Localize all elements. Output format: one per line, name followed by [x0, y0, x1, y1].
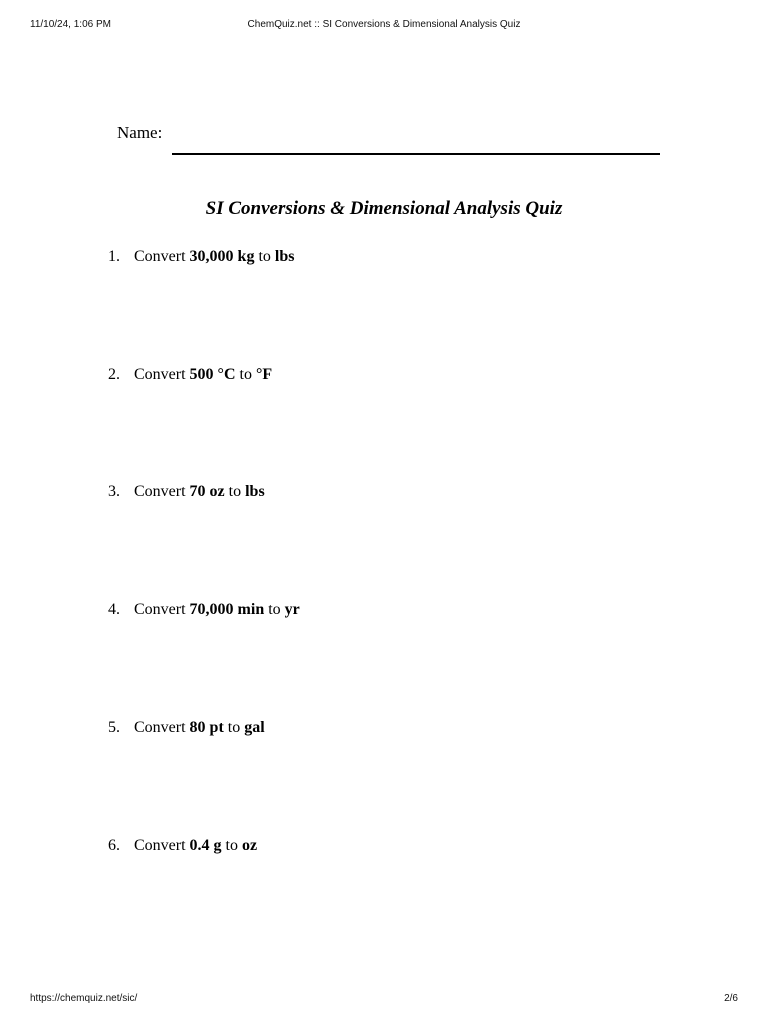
question-target-unit: oz	[242, 837, 258, 854]
question-verb: Convert	[134, 366, 186, 383]
name-write-line	[172, 153, 660, 155]
question-target-unit: °F	[255, 366, 273, 383]
question-to: to	[227, 719, 241, 736]
question-value: 30,000 kg	[189, 248, 255, 265]
question-to: to	[225, 837, 238, 854]
question-target-unit: lbs	[245, 483, 265, 500]
print-url: https://chemquiz.net/sic/	[30, 993, 138, 1004]
question-verb: Convert	[134, 248, 186, 265]
question-to: to	[268, 601, 281, 618]
question-number: 1.	[108, 248, 120, 265]
question-1	[108, 248, 294, 266]
question-5	[108, 719, 265, 737]
question-target-unit: gal	[244, 719, 265, 736]
question-4	[108, 601, 300, 619]
question-verb: Convert	[134, 483, 186, 500]
question-target-unit: yr	[284, 601, 300, 618]
question-target-unit: lbs	[274, 248, 295, 265]
print-datetime: 11/10/24, 1:06 PM	[30, 19, 111, 30]
question-2	[108, 366, 272, 384]
question-number: 5.	[108, 719, 120, 736]
question-verb: Convert	[134, 719, 186, 736]
question-value: 500 °C	[189, 366, 236, 383]
question-number: 3.	[108, 483, 120, 500]
question-6	[108, 837, 257, 855]
name-label: Name:	[117, 123, 163, 142]
question-value: 70,000 min	[189, 601, 265, 618]
question-verb: Convert	[134, 601, 186, 618]
print-page-number: 2/6	[724, 993, 738, 1004]
print-footer	[0, 993, 768, 1007]
question-number: 6.	[108, 837, 120, 854]
quiz-title: SI Conversions & Dimensional Analysis Quiz	[205, 198, 563, 219]
question-number: 2.	[108, 366, 120, 383]
question-3	[108, 483, 265, 501]
question-to: to	[228, 483, 242, 500]
question-value: 0.4 g	[189, 837, 222, 854]
question-to: to	[239, 366, 252, 383]
question-number: 4.	[108, 601, 120, 618]
question-value: 80 pt	[189, 719, 224, 736]
question-to: to	[258, 248, 271, 265]
print-document-title: ChemQuiz.net :: SI Conversions & Dimensional Analysis Quiz	[247, 19, 521, 30]
question-verb: Convert	[134, 837, 186, 854]
question-value: 70 oz	[189, 483, 225, 500]
